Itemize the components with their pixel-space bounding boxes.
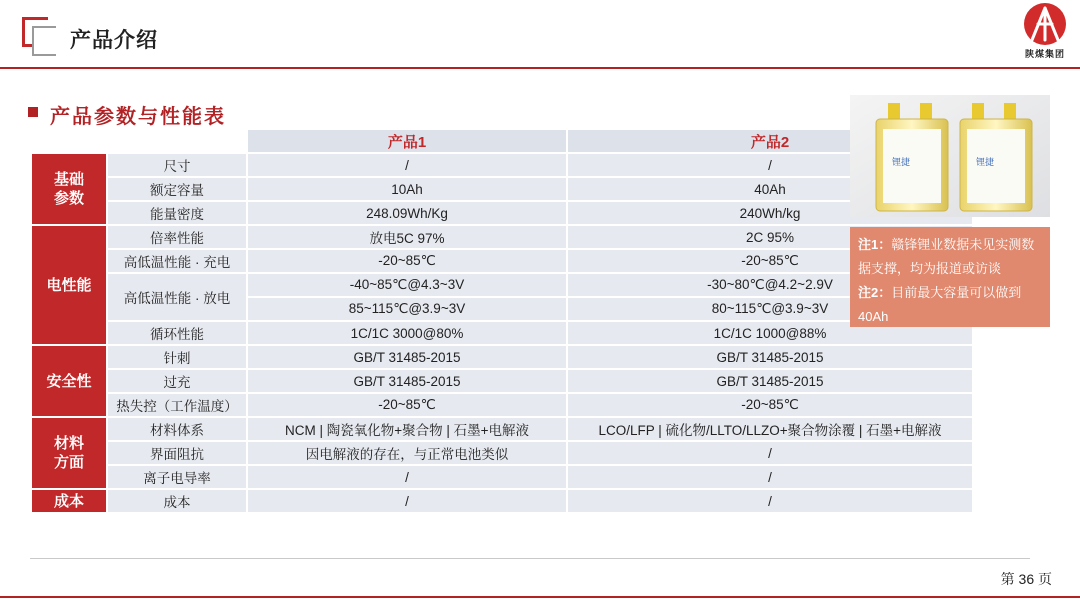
param-cell: 倍率性能 [108, 226, 246, 248]
category-label: 基础 参数 [53, 171, 84, 207]
value-cell-product1: 85~115℃@3.9~3V [248, 298, 566, 320]
param-cell: 成本 [108, 490, 246, 512]
header-divider [0, 67, 1080, 69]
note-1-text: 赣锋锂业数据未见实测数据支撑，均为报道或访谈 [858, 237, 1035, 276]
table-row [32, 274, 972, 296]
table-row [32, 346, 972, 368]
value-cell-product2: -20~85℃ [568, 250, 972, 272]
column-header-product1: 产品1 [248, 130, 566, 152]
column-header-product2: 产品2 [568, 130, 972, 152]
param-cell: 离子电导率 [108, 466, 246, 488]
section-bullet-icon [28, 107, 38, 117]
page-number: 第 36 页 [1000, 571, 1052, 587]
value-cell-product2: 40Ah [568, 178, 972, 200]
note-2-text: 目前最大容量可以做到40Ah [858, 285, 1022, 324]
value-cell-product2: / [568, 466, 972, 488]
table-row [32, 178, 972, 200]
param-cell: 针刺 [108, 346, 246, 368]
value-cell-product1: 10Ah [248, 178, 566, 200]
value-cell-product2: 240Wh/kg [568, 202, 972, 224]
value-cell-product2: 2C 95% [568, 226, 972, 248]
battery-cells-photo [850, 95, 1050, 217]
table-row [32, 490, 972, 512]
cell-logo-left: 锂捷 [892, 158, 911, 168]
param-cell: 额定容量 [108, 178, 246, 200]
footer-bar [0, 596, 1080, 598]
value-cell-product1: -20~85℃ [248, 250, 566, 272]
param-cell: 过充 [108, 370, 246, 392]
value-cell-product2: 80~115℃@3.9~3V [568, 298, 972, 320]
category-label: 成本 [53, 492, 84, 510]
param-cell: 热失控（工作温度） [108, 394, 246, 416]
category-label: 材料 方面 [53, 435, 84, 471]
note-2 [858, 281, 1042, 329]
value-cell-product2: -30~80℃@4.2~2.9V [568, 274, 972, 296]
category-label: 电性能 [46, 276, 92, 294]
notes-box [850, 227, 1050, 327]
table-row [32, 370, 972, 392]
value-cell-product2: -20~85℃ [568, 394, 972, 416]
param-cell: 高低温性能 · 放电 [108, 274, 246, 320]
value-cell-product1: 放电5C 97% [248, 226, 566, 248]
value-cell-product1: / [248, 490, 566, 512]
value-cell-product1: -20~85℃ [248, 394, 566, 416]
value-cell-product1: 因电解液的存在，与正常电池类似 [248, 442, 566, 464]
table-row [32, 466, 972, 488]
value-cell-product2: 1C/1C 1000@88% [568, 322, 972, 344]
header-mark-icon [22, 17, 58, 57]
note-1-label: 注1： [858, 237, 892, 252]
param-cell: 能量密度 [108, 202, 246, 224]
table-row [32, 250, 972, 272]
value-cell-product1: / [248, 154, 566, 176]
table-row [32, 202, 972, 224]
category-cell [32, 346, 106, 416]
note-2-label: 注2： [858, 285, 892, 300]
cell-logo-right: 锂捷 [976, 158, 995, 168]
value-cell-product2: GB/T 31485-2015 [568, 346, 972, 368]
param-cell: 循环性能 [108, 322, 246, 344]
category-cell [32, 490, 106, 512]
table-row [32, 154, 972, 176]
value-cell-product1: GB/T 31485-2015 [248, 346, 566, 368]
param-cell: 界面阻抗 [108, 442, 246, 464]
company-logo [1016, 2, 1074, 64]
value-cell-product1: GB/T 31485-2015 [248, 370, 566, 392]
footer-divider [30, 558, 1030, 559]
param-cell: 尺寸 [108, 154, 246, 176]
table-row [32, 394, 972, 416]
value-cell-product2: / [568, 154, 972, 176]
value-cell-product1: / [248, 466, 566, 488]
table-row [32, 226, 972, 248]
param-cell: 高低温性能 · 充电 [108, 250, 246, 272]
category-label: 安全性 [46, 372, 92, 390]
category-cell [32, 154, 106, 224]
table-row [32, 418, 972, 440]
shaanmei-logo-icon [1022, 2, 1068, 46]
table-header-row [32, 130, 972, 152]
table-row [32, 442, 972, 464]
value-cell-product2: LCO/LFP | 硫化物/LLTO/LLZO+聚合物涂覆 | 石墨+电解液 [568, 418, 972, 440]
value-cell-product1: 248.09Wh/Kg [248, 202, 566, 224]
section-title: 产品参数与性能表 [50, 106, 226, 128]
note-1 [858, 233, 1042, 281]
battery-cells-illustration [850, 95, 1050, 217]
value-cell-product2: / [568, 490, 972, 512]
value-cell-product2: GB/T 31485-2015 [568, 370, 972, 392]
value-cell-product1: -40~85℃@4.3~3V [248, 274, 566, 296]
value-cell-product1: NCM | 陶瓷氧化物+聚合物 | 石墨+电解液 [248, 418, 566, 440]
value-cell-product1: 1C/1C 3000@80% [248, 322, 566, 344]
page-title: 产品介绍 [70, 29, 158, 52]
param-cell: 材料体系 [108, 418, 246, 440]
category-cell [32, 226, 106, 344]
spec-table [30, 128, 974, 514]
logo-text: 陕煤集团 [1024, 49, 1065, 59]
value-cell-product2: / [568, 442, 972, 464]
category-cell [32, 418, 106, 488]
table-row [32, 322, 972, 344]
